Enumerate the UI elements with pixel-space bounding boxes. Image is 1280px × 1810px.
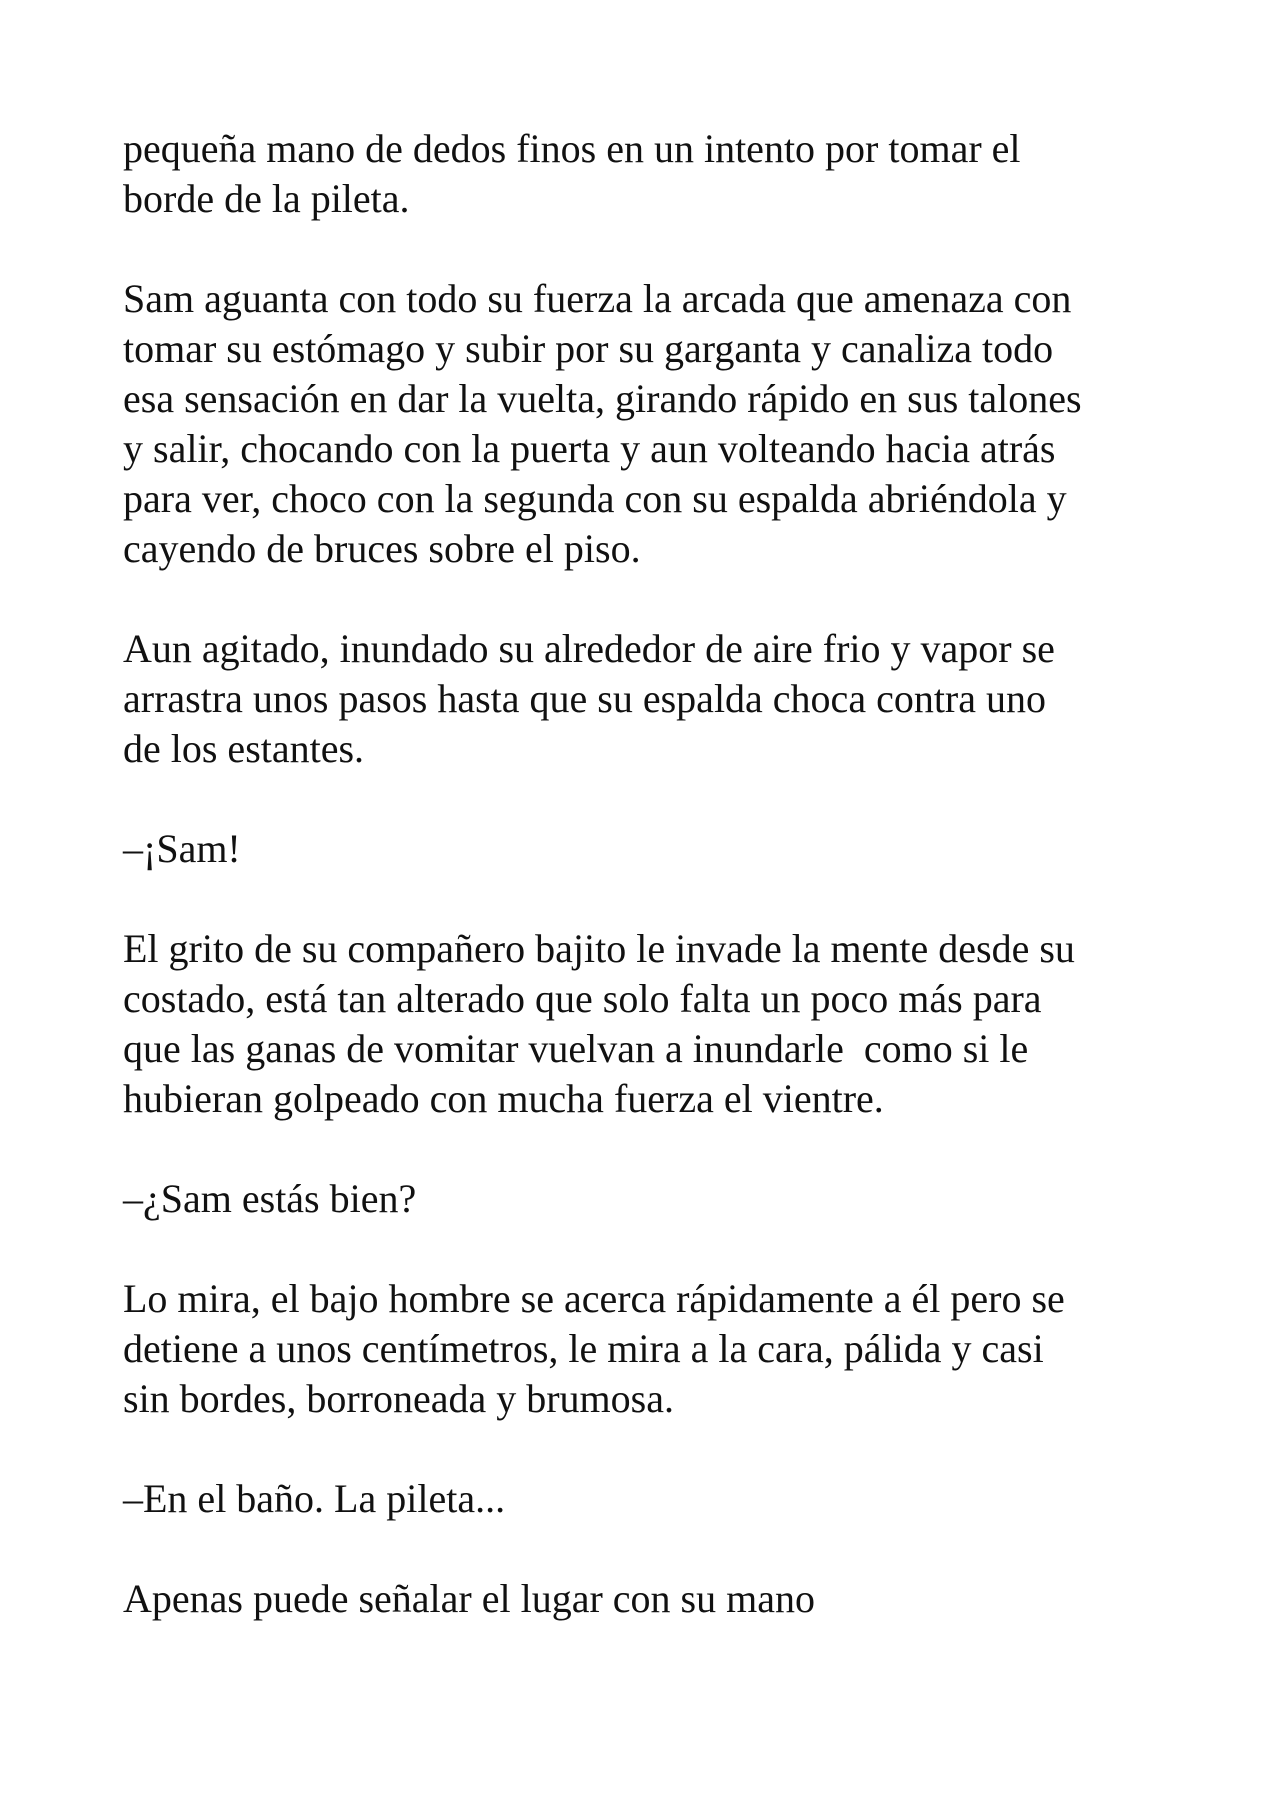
text-line: –¡Sam! xyxy=(123,826,241,871)
dialogue-line-3 xyxy=(123,1474,1183,1524)
paragraph-3 xyxy=(123,624,1183,774)
dialogue-line-1 xyxy=(123,824,1183,874)
text-line: Sam aguanta con todo su fuerza la arcada que amenaza con xyxy=(123,276,1072,321)
paragraph-5 xyxy=(123,924,1183,1124)
paragraph-7 xyxy=(123,1274,1183,1424)
text-line: costado, está tan alterado que solo falta un poco más para xyxy=(123,976,1042,1021)
text-line: arrastra unos pasos hasta que su espalda choca contra uno xyxy=(123,676,1047,721)
paragraph-1 xyxy=(123,124,1183,224)
dialogue-line-2 xyxy=(123,1174,1183,1224)
text-line: detiene a unos centímetros, le mira a la cara, pálida y casi xyxy=(123,1326,1044,1371)
text-line: Lo mira, el bajo hombre se acerca rápidamente a él pero se xyxy=(123,1276,1065,1321)
text-line: que las ganas de vomitar vuelvan a inundarle como si le xyxy=(123,1026,1029,1071)
text-line: Apenas puede señalar el lugar con su mano xyxy=(123,1576,815,1621)
text-line: cayendo de bruces sobre el piso. xyxy=(123,526,641,571)
text-line: borde de la pileta. xyxy=(123,176,410,221)
text-line: hubieran golpeado con mucha fuerza el vientre. xyxy=(123,1076,884,1121)
paragraph-2 xyxy=(123,274,1183,574)
text-line: sin bordes, borroneada y brumosa. xyxy=(123,1376,674,1421)
text-line: de los estantes. xyxy=(123,726,365,771)
text-line: –¿Sam estás bien? xyxy=(123,1176,417,1221)
text-line: y salir, chocando con la puerta y aun volteando hacia atrás xyxy=(123,426,1056,471)
text-line: Aun agitado, inundado su alrededor de aire frio y vapor se xyxy=(123,626,1055,671)
paragraph-9 xyxy=(123,1574,1183,1624)
text-line: tomar su estómago y subir por su garganta y canaliza todo xyxy=(123,326,1054,371)
text-line: –En el baño. La pileta... xyxy=(123,1476,506,1521)
text-line: para ver, choco con la segunda con su espalda abriéndola y xyxy=(123,476,1067,521)
text-body xyxy=(123,124,1183,1674)
text-line: pequeña mano de dedos finos en un intento por tomar el xyxy=(123,126,1021,171)
text-line: esa sensación en dar la vuelta, girando rápido en sus talones xyxy=(123,376,1082,421)
text-line: El grito de su compañero bajito le invade la mente desde su xyxy=(123,926,1075,971)
